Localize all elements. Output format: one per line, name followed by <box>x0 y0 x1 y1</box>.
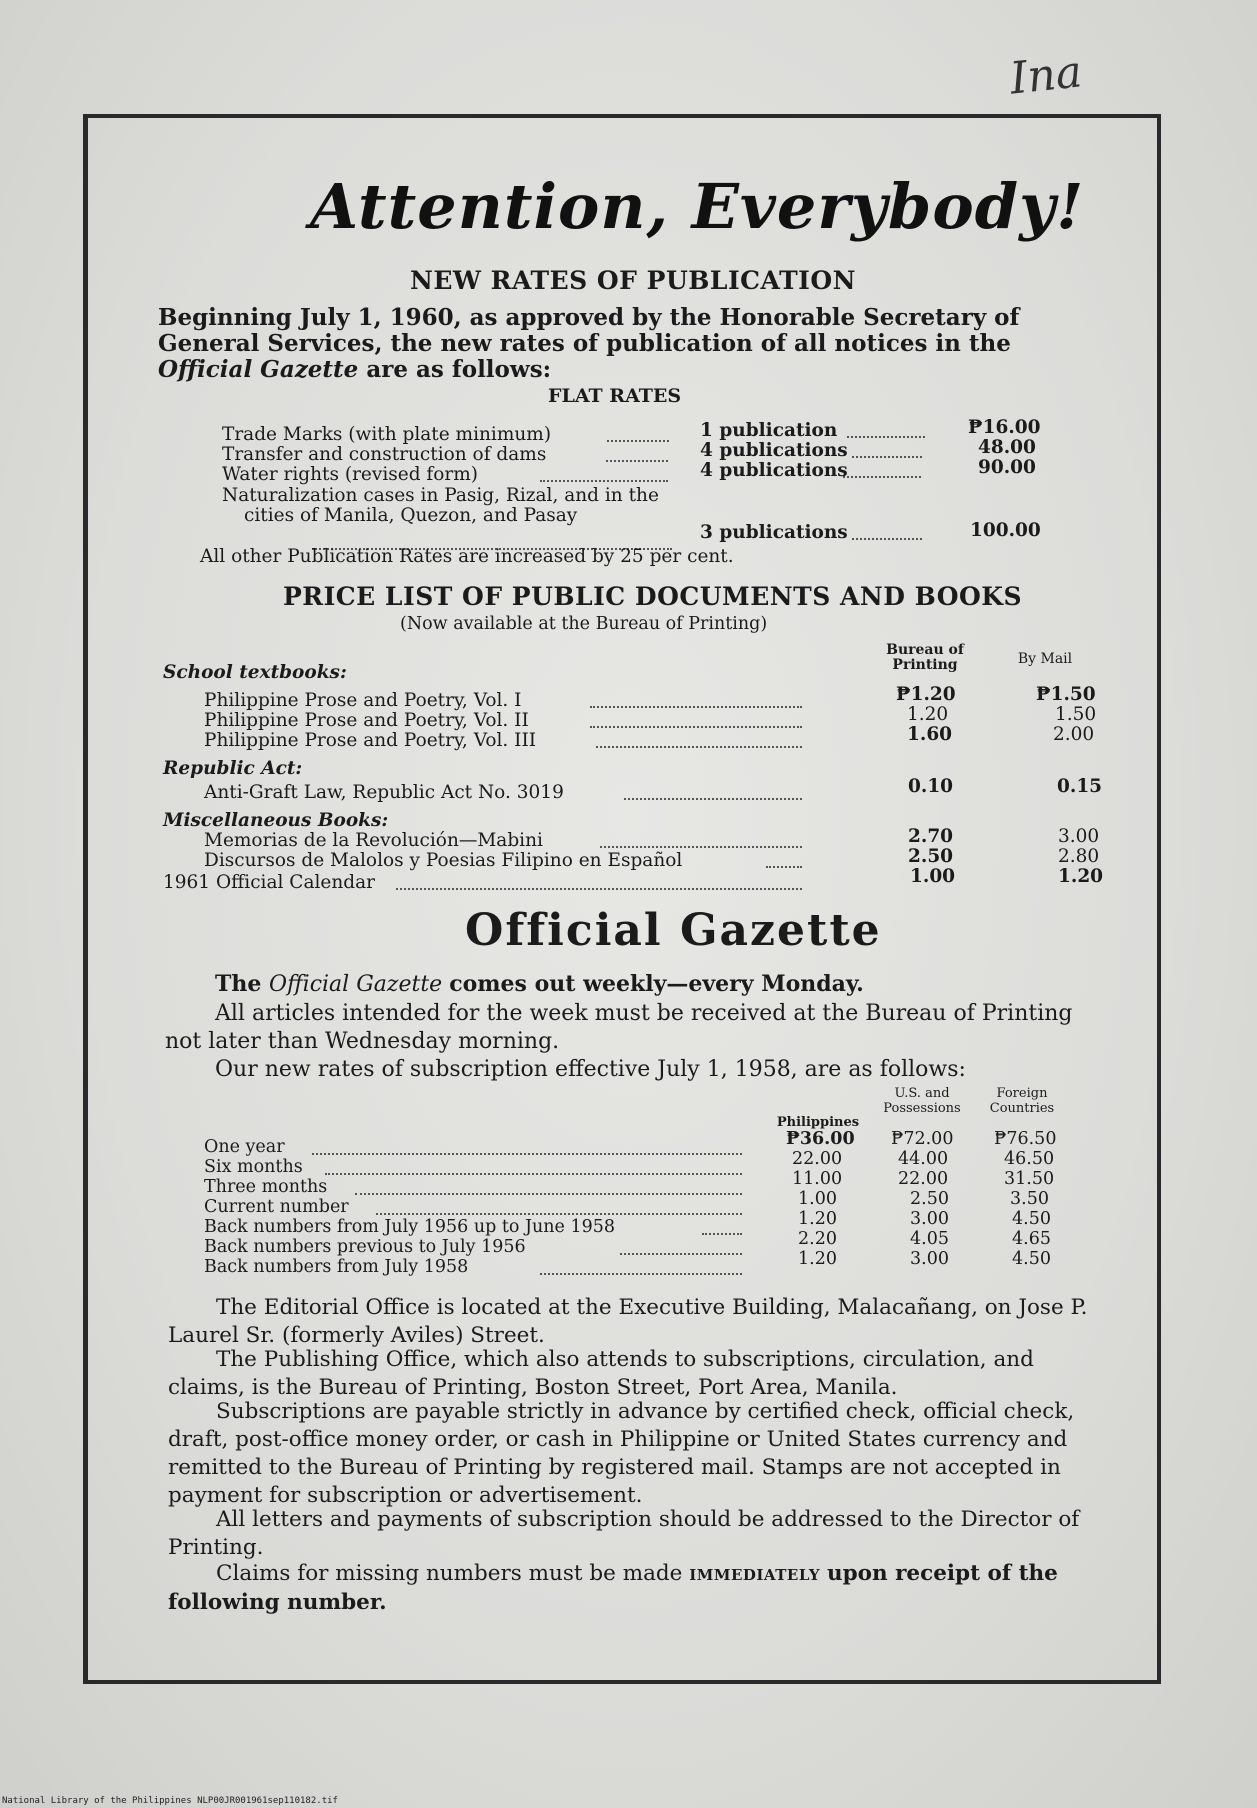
leader-dots <box>843 476 921 478</box>
gazette-paragraph-3: Our new rates of subscription effective July 1, 1958, are as follows: <box>215 1057 966 1082</box>
price-mail: 2.80 <box>1058 846 1100 867</box>
price-mail: 0.15 <box>1057 776 1103 797</box>
flat-row-pubs: 1 publication <box>700 420 838 441</box>
leader-dots <box>590 706 802 708</box>
price-list-subheading: (Now available at the Bureau of Printing) <box>400 614 768 634</box>
leader-dots <box>852 538 922 540</box>
flat-row-price: 100.00 <box>970 520 1041 541</box>
price-mail: 1.50 <box>1055 704 1097 725</box>
leader-dots <box>590 726 802 728</box>
price-bureau: 1.00 <box>910 866 956 887</box>
price-bureau: ₱1.20 <box>896 684 956 705</box>
price-bureau: 0.10 <box>908 776 954 797</box>
leader-dots <box>325 1173 742 1175</box>
price-us: 3.00 <box>910 1249 949 1269</box>
flat-row-item: Water rights (revised form) <box>222 464 479 485</box>
price-foreign: 4.65 <box>1012 1229 1051 1249</box>
subscription-label: Three months <box>204 1177 328 1197</box>
book-title: Philippine Prose and Poetry, Vol. I <box>204 690 522 711</box>
leader-dots <box>540 480 668 482</box>
leader-dots <box>852 456 922 458</box>
flat-row-price: 48.00 <box>978 437 1036 458</box>
leader-dots <box>540 1273 742 1275</box>
flat-row-price: ₱16.00 <box>968 417 1041 438</box>
price-philippines: 22.00 <box>792 1149 843 1169</box>
gazette-title: Official Gazette <box>465 905 882 956</box>
leader-dots <box>376 1213 742 1215</box>
flat-row-price: 90.00 <box>978 457 1036 478</box>
price-philippines: 1.20 <box>798 1209 837 1229</box>
flat-row-item: Transfer and construction of dams <box>222 444 547 465</box>
subscription-label: Six months <box>204 1157 303 1177</box>
new-rates-heading: NEW RATES OF PUBLICATION <box>410 266 856 295</box>
subscription-label: One year <box>204 1137 285 1157</box>
price-foreign: 46.50 <box>1004 1149 1055 1169</box>
price-list-heading: PRICE LIST OF PUBLIC DOCUMENTS AND BOOKS <box>283 582 1023 611</box>
gazette-paragraph-7: All letters and payments of subscription should be addressed to the Director of Printing. <box>168 1507 1080 1560</box>
leader-dots <box>596 746 802 748</box>
price-mail: ₱1.50 <box>1036 684 1096 705</box>
leader-dots <box>624 798 802 800</box>
gazette-paragraph-5: The Publishing Office, which also attends to subscriptions, circulation, and claims, is the Bureau of Printing, Boston Street, Port Area, Manila. <box>168 1347 1034 1400</box>
subscription-label: Back numbers previous to July 1956 <box>204 1237 526 1257</box>
col-head-philippines: Philippines <box>776 1115 860 1130</box>
leader-dots <box>312 1153 742 1155</box>
category-label: Republic Act: <box>163 758 303 779</box>
leader-dots <box>620 1253 742 1255</box>
col-head-foreign: Foreign Countries <box>989 1086 1055 1116</box>
price-foreign: 31.50 <box>1004 1169 1055 1189</box>
leader-dots <box>607 440 669 442</box>
gazette-paragraph-6: Subscriptions are payable strictly in advance by certified check, official check, draft, post-office money order, or cash in Philippine or United States currency and remitted to the Bureau of Printing by registered mail. Stamps are not accepted in payment for subscription or advertisement. <box>168 1399 1075 1508</box>
subscription-label: Back numbers from July 1956 up to June 1958 <box>204 1217 616 1237</box>
price-foreign: 4.50 <box>1012 1209 1051 1229</box>
price-philippines: 2.20 <box>798 1229 837 1249</box>
gazette-paragraph-1: The Official Gazette comes out weekly—every Monday. <box>215 971 864 997</box>
price-foreign: 4.50 <box>1012 1249 1051 1269</box>
calendar-title: 1961 Official Calendar <box>163 872 375 893</box>
price-us: 2.50 <box>910 1189 949 1209</box>
headline: Attention, Everybody! <box>310 170 1085 243</box>
book-title: Discursos de Malolos y Poesias Filipino en Español <box>204 850 683 871</box>
price-bureau: 2.50 <box>908 846 954 867</box>
handwritten-note: Ina <box>1007 46 1085 105</box>
scan-footer: National Library of the Philippines NLP00JR001961sep110182.tif <box>2 1796 338 1806</box>
price-foreign: ₱76.50 <box>994 1129 1057 1149</box>
price-us: 44.00 <box>898 1149 949 1169</box>
price-us: 4.05 <box>910 1229 949 1249</box>
col-head-us: U.S. and Possessions <box>883 1086 961 1116</box>
leader-dots <box>355 1193 742 1195</box>
leader-dots <box>606 460 668 462</box>
category-label: Miscellaneous Books: <box>163 810 389 831</box>
category-label: School textbooks: <box>163 662 347 683</box>
price-philippines: ₱36.00 <box>786 1129 855 1149</box>
new-rates-intro: Beginning July 1, 1960, as approved by the Honorable Secretary of General Services, the new rates of publication of all notices in the Official Gazette are as follows: <box>158 304 1020 383</box>
price-foreign: 3.50 <box>1010 1189 1049 1209</box>
price-us: 22.00 <box>898 1169 949 1189</box>
price-philippines: 11.00 <box>792 1169 843 1189</box>
leader-dots <box>847 436 925 438</box>
price-mail: 3.00 <box>1058 826 1100 847</box>
gazette-paragraph-8: Claims for missing numbers must be made IMMEDIATELY upon receipt of the following number. <box>168 1561 1058 1615</box>
book-title: Memorias de la Revolución—Mabini <box>204 830 543 851</box>
leader-dots <box>396 888 802 890</box>
book-title: Philippine Prose and Poetry, Vol. III <box>204 730 537 751</box>
flat-row-pubs: 4 publications <box>700 440 848 461</box>
flat-rates-note: All other Publication Rates are increased by 25 per cent. <box>200 546 734 567</box>
price-philippines: 1.00 <box>798 1189 837 1209</box>
gazette-paragraph-4: The Editorial Office is located at the Executive Building, Malacañang, on Jose P. Laurel Sr. (formerly Aviles) Street. <box>168 1295 1088 1348</box>
flat-rates-heading: FLAT RATES <box>548 385 682 407</box>
flat-row-item: Trade Marks (with plate minimum) <box>222 424 552 445</box>
price-bureau: 1.60 <box>907 724 953 745</box>
price-bureau: 1.20 <box>907 704 949 725</box>
leader-dots <box>766 866 802 868</box>
price-us: 3.00 <box>910 1209 949 1229</box>
price-philippines: 1.20 <box>798 1249 837 1269</box>
flat-row-pubs: 4 publications <box>700 460 848 481</box>
book-title: Philippine Prose and Poetry, Vol. II <box>204 710 529 731</box>
price-mail: 1.20 <box>1058 866 1104 887</box>
flat-row-pubs: 3 publications <box>700 522 848 543</box>
leader-dots <box>702 1233 742 1235</box>
price-mail: 2.00 <box>1053 724 1095 745</box>
col-head-bureau: Bureau of Printing <box>886 642 964 673</box>
gazette-paragraph-2: All articles intended for the week must be received at the Bureau of Printing not later than Wednesday morning. <box>165 1001 1073 1054</box>
price-bureau: 2.70 <box>908 826 954 847</box>
col-head-mail: By Mail <box>1017 651 1073 667</box>
leader-dots <box>600 846 802 848</box>
price-us: ₱72.00 <box>891 1129 954 1149</box>
book-title: Anti-Graft Law, Republic Act No. 3019 <box>204 782 564 803</box>
subscription-label: Current number <box>204 1197 349 1217</box>
subscription-label: Back numbers from July 1958 <box>204 1257 469 1277</box>
flat-row-item: Naturalization cases in Pasig, Rizal, and in the cities of Manila, Quezon, and Pasay <box>222 485 659 526</box>
